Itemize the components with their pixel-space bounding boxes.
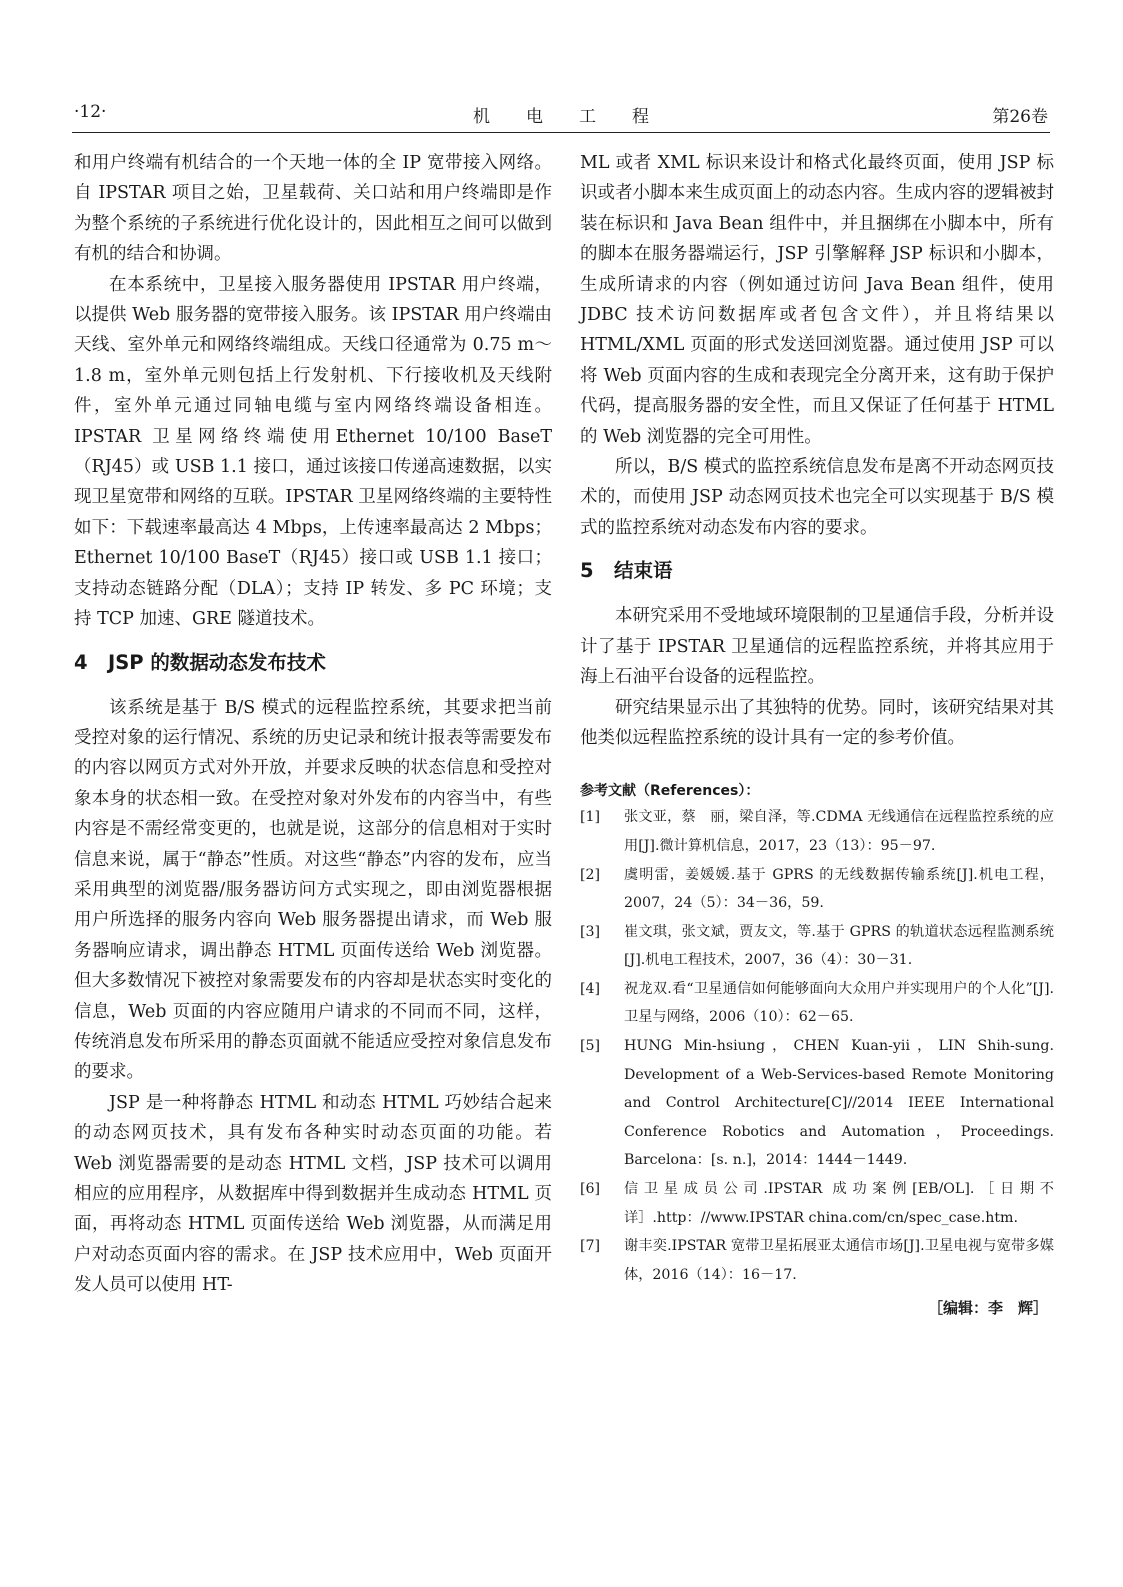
reference-number: [3]	[580, 923, 601, 940]
reference-item	[580, 803, 1054, 860]
section-number: 4	[74, 650, 88, 674]
paragraph: 本研究采用不受地域环境限制的卫星通信手段，分析并设计了基于 IPSTAR 卫星通信的远程监控系统，并将其应用于海上石油平台设备的远程监控。	[580, 606, 1054, 688]
section-title: JSP 的数据动态发布技术	[108, 650, 326, 674]
reference-number: [6]	[580, 1181, 601, 1198]
reference-item	[580, 1232, 1054, 1289]
reference-item	[580, 918, 1054, 975]
paragraph: 该系统是基于 B/S 模式的远程监控系统，其要求把当前受控对象的运行情况、系统的历史记录和统计报表等需要发布的内容以网页方式对外开放，并要求反映的状态信息和受控对象本身的状态相一致。在受控对象对外发布的内容当中，有些内容是不需经常变更的，也就是说，这部分的信息相对于实时信息来说，属于“静态”性质。对这些“静态”内容的发布，应当采用典型的浏览器/服务器访问方式实现之，即由浏览器根据用户所选择的服务内容向 Web 服务器提出请求，而 Web 服务器响应请求，调出静态 HTML 页面传送给 Web 浏览器。但大多数情况下被控对象需要发布的内容却是状态实时变化的信息，Web 页面的内容应随用户请求的不同而不同，这样，传统消息发布所采用的静态页面就不能适应受控对象信息发布的要求。	[74, 697, 552, 1083]
right-column	[580, 148, 1054, 1324]
reference-text: 谢丰奕.IPSTAR 宽带卫星拓展亚太通信市场[J].卫星电视与宽带多媒体，2016（14）：16－17.	[624, 1238, 1054, 1283]
reference-text: 信卫星成员公司.IPSTAR 成功案例[EB/OL].［日期不详］.http：//www.IPSTAR china.com/cn/spec_case.htm.	[624, 1181, 1054, 1226]
page-number: ·12·	[74, 102, 107, 122]
paragraph: 在本系统中，卫星接入服务器使用 IPSTAR 用户终端，以提供 Web 服务器的宽带接入服务。该 IPSTAR 用户终端由天线、室外单元和网络终端组成。天线口径通常为 0.75 m～1.8 m，室外单元则包括上行发射机、下行接收机及天线附件，室外单元通过同轴电缆与室内网络终端设备相连。IPSTAR 卫星网络终端使用Ethernet 10/100 BaseT（RJ45）或 USB 1.1 接口，通过该接口传递高速数据，以实现卫星宽带和网络的互联。IPSTAR 卫星网络终端的主要特性如下：下载速率最高达 4 Mbps，上传速率最高达 2 Mbps；Ethernet 10/100 BaseT（RJ45）接口或 USB 1.1 接口；支持动态链路分配（DLA）；支持 IP 转发、多 PC 环境；支持 TCP 加速、GRE 隧道技术。	[74, 274, 552, 630]
section-heading-4	[74, 649, 552, 677]
reference-number: [2]	[580, 866, 601, 883]
reference-text: HUNG Min-hsiung，CHEN Kuan-yii，LIN Shih-sung. Development of a Web-Services-based Remote Monitoring and Control Architecture[C]//2014 IEEE International Conference Robotics and Automation，Proceedings. Barcelona：[s. n.]，2014：1444－1449.	[624, 1038, 1054, 1169]
editor-credit: ［编辑：李 辉］	[927, 1299, 1048, 1318]
section-title: 结束语	[614, 559, 673, 583]
reference-text: 祝龙双.看“卫星通信如何能够面向大众用户并实现用户的个人化”[J].卫星与网络，2006（10）：62－65.	[624, 980, 1054, 1026]
journal-title: 机电工程	[473, 107, 685, 127]
reference-text: 崔文琪，张文斌，贾友文，等.基于 GPRS 的轨道状态远程监测系统[J].机电工程技术，2007，36（4）：30－31.	[624, 923, 1054, 969]
reference-number: [7]	[580, 1238, 601, 1255]
reference-text: 张文亚，蔡 丽，梁自泽，等.CDMA 无线通信在远程监控系统的应用[J].微计算机信息，2017，23（13）：95－97.	[624, 809, 1054, 854]
paragraph: ML 或者 XML 标识来设计和格式化最终页面，使用 JSP 标识或者小脚本来生成页面上的动态内容。生成内容的逻辑被封装在标识和 Java Bean 组件中，并且捆绑在小脚本中，所有的脚本在服务器端运行，JSP 引擎解释 JSP 标识和小脚本，生成所请求的内容（例如通过访问 Java Bean 组件，使用 JDBC 技术访问数据库或者包含文件），并且将结果以 HTML/XML 页面的形式发送回浏览器。通过使用 JSP 可以将 Web 页面内容的生成和表现完全分离开来，这有助于保护代码，提高服务器的安全性，而且又保证了任何基于 HTML 的 Web 浏览器的完全可用性。	[580, 153, 1054, 447]
reference-item	[580, 1175, 1054, 1232]
volume-label: 第26卷	[992, 107, 1048, 127]
left-column	[74, 148, 552, 1301]
references-heading: 参考文献（References）：	[580, 783, 760, 800]
paragraph: 和用户终端有机结合的一个天地一体的全 IP 宽带接入网络。自 IPSTAR 项目之始，卫星载荷、关口站和用户终端即是作为整个系统的子系统进行优化设计的，因此相互之间可以做到有机的结合和协调。	[74, 153, 552, 265]
paragraph: JSP 是一种将静态 HTML 和动态 HTML 巧妙结合起来的动态网页技术，具有发布各种实时动态页面的功能。若 Web 浏览器需要的是动态 HTML 文档，JSP 技术可以调用相应的应用程序，从数据库中得到数据并生成动态 HTML 页面，再将动态 HTML 页面传送给 Web 浏览器，从而满足用户对动态页面内容的需求。在 JSP 技术应用中，Web 页面开发人员可以使用 HT-	[74, 1092, 552, 1296]
running-header	[72, 100, 1050, 133]
section-number: 5	[580, 559, 594, 583]
reference-item	[580, 1032, 1054, 1175]
reference-list	[580, 803, 1054, 1289]
paragraph: 研究结果显示出了其独特的优势。同时，该研究结果对其他类似远程监控系统的设计具有一定的参考价值。	[580, 697, 1054, 748]
section-heading-5	[580, 557, 1054, 585]
paragraph: 所以，B/S 模式的监控系统信息发布是离不开动态网页技术的，而使用 JSP 动态网页技术也完全可以实现基于 B/S 模式的监控系统对动态发布内容的要求。	[580, 457, 1054, 538]
reference-number: [1]	[580, 809, 601, 826]
reference-number: [4]	[580, 980, 601, 997]
reference-text: 虞明雷，姜媛媛.基于 GPRS 的无线数据传输系统[J].机电工程，2007，24（5）：34－36，59.	[624, 866, 1054, 912]
reference-item	[580, 975, 1054, 1032]
reference-item	[580, 861, 1054, 918]
reference-number: [5]	[580, 1038, 601, 1055]
